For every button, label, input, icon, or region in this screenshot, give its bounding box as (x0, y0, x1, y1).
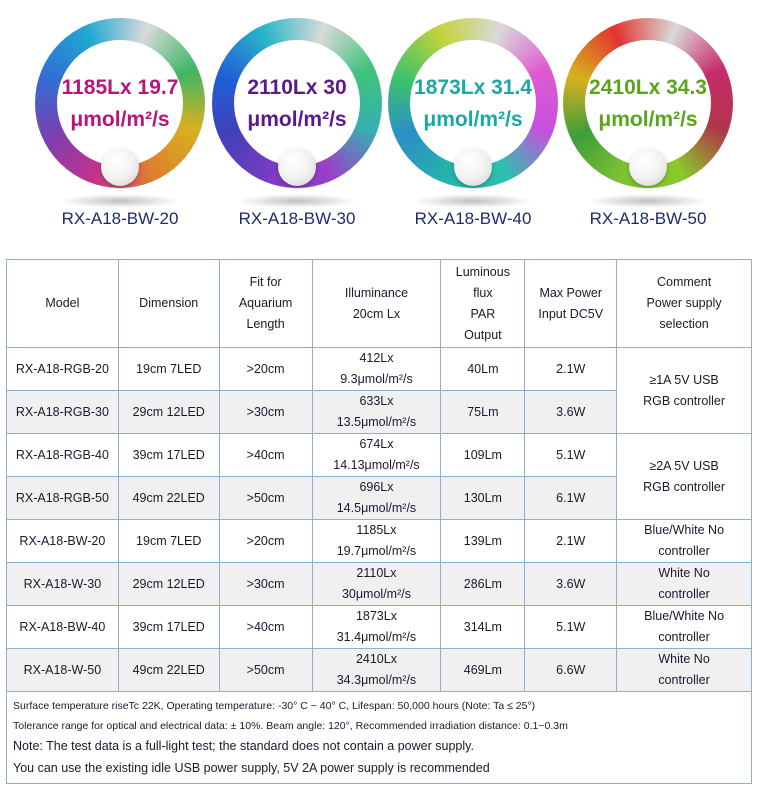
header-comment: Comment Power supply selection (617, 260, 752, 348)
ring-par-unit: μmol/m²/s (247, 108, 347, 131)
ring-par-unit: μmol/m²/s (598, 108, 698, 131)
cell-illuminance: 412Lx 9.3μmol/m²/s (312, 348, 441, 391)
cell-power: 6.6W (525, 649, 617, 692)
cell-fit: >20cm (219, 348, 312, 391)
table-row (7, 606, 752, 649)
cell-dimension: 39cm 17LED (118, 606, 219, 649)
cell-illuminance: 674Lx 14.13μmol/m²/s (312, 434, 441, 477)
cell-power: 3.6W (525, 563, 617, 606)
cell-model: RX-A18-W-30 (7, 563, 119, 606)
ring-knob (278, 148, 316, 186)
cell-flux: 75Lm (441, 391, 525, 434)
ring-knob (454, 148, 492, 186)
cell-illuminance: 696Lx 14.5μmol/m²/s (312, 477, 441, 520)
cell-comment: ≥2A 5V USB RGB controller (617, 434, 752, 520)
cell-model: RX-A18-RGB-30 (7, 391, 119, 434)
cell-dimension: 39cm 17LED (118, 434, 219, 477)
ring-illuminance: 1185Lx 19.7 (61, 76, 179, 99)
ring-item (388, 18, 558, 238)
note-power-supply: You can use the existing idle USB power supply, 5V 2A power supply is recommended (13, 761, 490, 775)
header-illuminance: Illuminance 20cm Lx (312, 260, 441, 348)
spec-notes (6, 692, 752, 784)
cell-flux: 469Lm (441, 649, 525, 692)
cell-illuminance: 2410Lx 34.3μmol/m²/s (312, 649, 441, 692)
cell-dimension: 29cm 12LED (118, 391, 219, 434)
ring-knob (629, 148, 667, 186)
cell-comment: Blue/White No controller (617, 606, 752, 649)
cell-dimension: 49cm 22LED (118, 477, 219, 520)
note-temperature: Surface temperature riseTc 22K, Operating temperature: -30° C ~ 40° C, Lifespan: 50,000 hours (Note: Ta ≤ 25°) (13, 700, 536, 712)
cell-model: RX-A18-RGB-40 (7, 434, 119, 477)
cell-power: 2.1W (525, 520, 617, 563)
ring-illuminance: 2410Lx 34.3 (589, 76, 707, 99)
ring-par-unit: μmol/m²/s (70, 108, 170, 131)
table-row (7, 520, 752, 563)
cell-illuminance: 633Lx 13.5μmol/m²/s (312, 391, 441, 434)
cell-fit: >50cm (219, 477, 312, 520)
cell-fit: >40cm (219, 434, 312, 477)
cell-fit: >30cm (219, 391, 312, 434)
cell-fit: >20cm (219, 520, 312, 563)
cell-power: 2.1W (525, 348, 617, 391)
ring-model-caption: RX-A18-BW-30 (238, 209, 356, 228)
cell-comment: Blue/White No controller (617, 520, 752, 563)
ring-item (563, 18, 733, 238)
ring-par-unit: μmol/m²/s (423, 108, 523, 131)
cell-model: RX-A18-RGB-50 (7, 477, 119, 520)
cell-illuminance: 2110Lx 30μmol/m²/s (312, 563, 441, 606)
header-luminous-flux: Luminous flux PAR Output (441, 260, 525, 348)
cell-flux: 40Lm (441, 348, 525, 391)
cell-fit: >40cm (219, 606, 312, 649)
cell-dimension: 29cm 12LED (118, 563, 219, 606)
table-header-row (7, 260, 752, 348)
ring-item (35, 18, 205, 238)
header-max-power: Max Power Input DC5V (525, 260, 617, 348)
cell-flux: 314Lm (441, 606, 525, 649)
cell-model: RX-A18-RGB-20 (7, 348, 119, 391)
cell-dimension: 19cm 7LED (118, 520, 219, 563)
ring-model-caption: RX-A18-BW-20 (61, 209, 179, 228)
cell-flux: 130Lm (441, 477, 525, 520)
cell-power: 6.1W (525, 477, 617, 520)
table-row (7, 649, 752, 692)
header-dimension: Dimension (118, 260, 219, 348)
cell-illuminance: 1873Lx 31.4μmol/m²/s (312, 606, 441, 649)
cell-model: RX-A18-W-50 (7, 649, 119, 692)
note-tolerance: Tolerance range for optical and electrical data: ± 10%. Beam angle: 120°, Recommended irradiation distance: 0.1~0.3m (13, 720, 568, 732)
cell-power: 3.6W (525, 391, 617, 434)
cell-comment: ≥1A 5V USB RGB controller (617, 348, 752, 434)
header-model: Model (7, 260, 119, 348)
cell-comment: White No controller (617, 649, 752, 692)
note-test-data: Note: The test data is a full-light test; the standard does not contain a power supply. (13, 739, 474, 753)
cell-power: 5.1W (525, 606, 617, 649)
ring-model-caption: RX-A18-BW-50 (589, 209, 707, 228)
ring-illuminance: 1873Lx 31.4 (414, 76, 532, 99)
ring-illuminance: 2110Lx 30 (247, 76, 347, 99)
cell-flux: 109Lm (441, 434, 525, 477)
cell-flux: 139Lm (441, 520, 525, 563)
cell-model: RX-A18-BW-20 (7, 520, 119, 563)
cell-dimension: 19cm 7LED (118, 348, 219, 391)
cell-model: RX-A18-BW-40 (7, 606, 119, 649)
table-row (7, 348, 752, 391)
cell-fit: >30cm (219, 563, 312, 606)
cell-comment: White No controller (617, 563, 752, 606)
cell-flux: 286Lm (441, 563, 525, 606)
spec-table (6, 259, 752, 692)
product-rings (0, 0, 758, 250)
ring-knob (101, 148, 139, 186)
table-row (7, 563, 752, 606)
ring-model-caption: RX-A18-BW-40 (414, 209, 532, 228)
cell-power: 5.1W (525, 434, 617, 477)
cell-illuminance: 1185Lx 19.7μmol/m²/s (312, 520, 441, 563)
cell-fit: >50cm (219, 649, 312, 692)
cell-dimension: 49cm 22LED (118, 649, 219, 692)
ring-item (212, 18, 382, 238)
table-row (7, 434, 752, 477)
header-fit: Fit for Aquarium Length (219, 260, 312, 348)
